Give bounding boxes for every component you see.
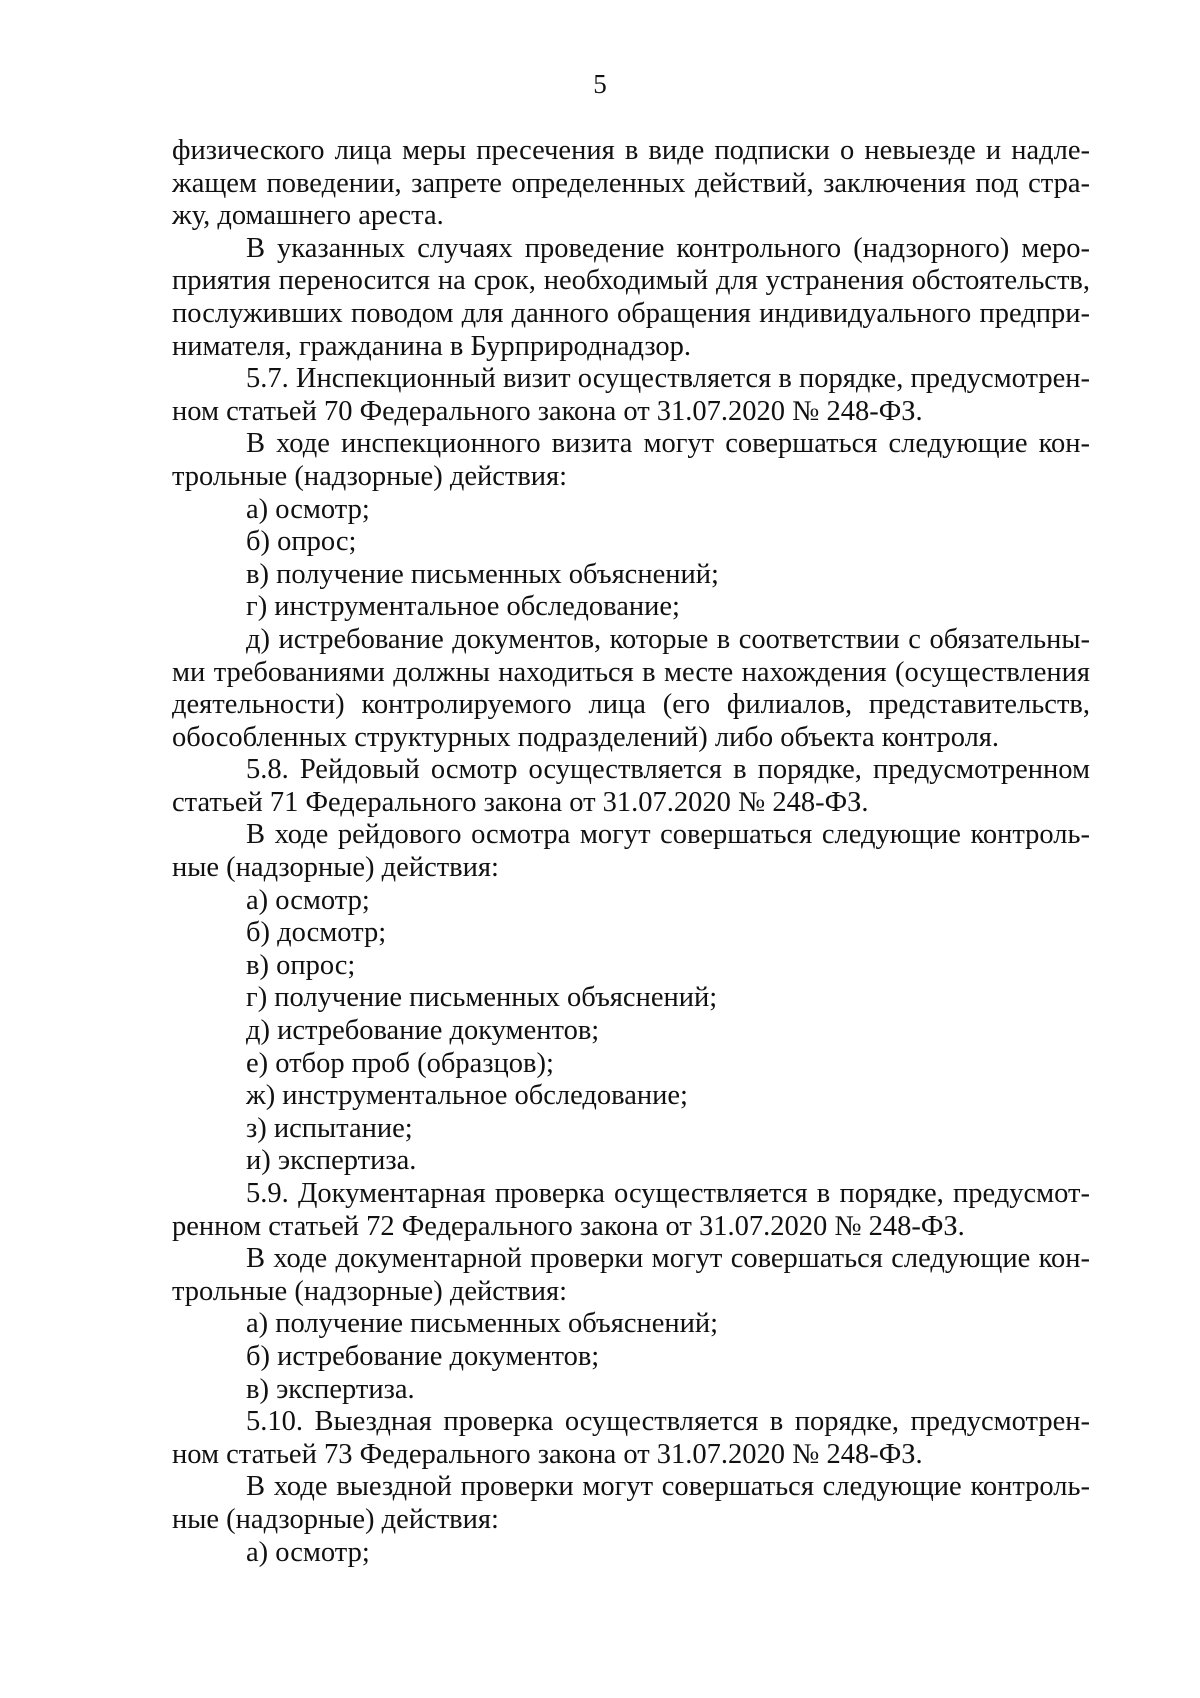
text-line: трольные (надзорные) действия: — [172, 1275, 568, 1307]
text-line: в) опрос; — [246, 949, 356, 981]
paragraph — [172, 428, 1090, 493]
text-line: ные (надзорные) действия: — [172, 852, 499, 884]
text-line: д) истребование документов, которые в соответствии с обязательны- — [246, 623, 1090, 655]
text-line: б) истребование документов; — [246, 1340, 600, 1372]
text-line: а) получение письменных объяснений; — [246, 1308, 719, 1340]
paragraph — [172, 526, 1090, 559]
page-number: 5 — [593, 69, 607, 99]
text-line: а) осмотр; — [246, 1536, 370, 1568]
text-line: 5.7. Инспекционный визит осуществляется в порядке, предусмотрен- — [246, 363, 1090, 395]
text-line: в) получение письменных объяснений; — [246, 558, 719, 590]
paragraph — [172, 1243, 1090, 1308]
text-line: ренном статьей 72 Федерального закона от 31.07.2020 № 248-ФЗ. — [172, 1210, 965, 1242]
paragraph — [172, 559, 1090, 592]
text-line: нимателя, гражданина в Бурприроднадзор. — [172, 330, 692, 362]
text-line: а) осмотр; — [246, 493, 370, 525]
text-line: В ходе инспекционного визита могут совершаться следующие кон- — [246, 428, 1090, 460]
paragraph — [172, 1341, 1090, 1374]
text-line: а) осмотр; — [246, 884, 370, 916]
text-line: приятия переносится на срок, необходимый для устранения обстоятельств, — [172, 265, 1090, 297]
text-line: г) получение письменных объяснений; — [246, 982, 718, 1014]
document-body — [172, 135, 1090, 1569]
text-line: В указанных случаях проведение контрольного (надзорного) меро- — [246, 232, 1090, 264]
text-line: ж) инструментальное обследование; — [246, 1080, 688, 1112]
paragraph — [172, 1145, 1090, 1178]
paragraph — [172, 1048, 1090, 1081]
paragraph — [172, 982, 1090, 1015]
paragraph — [172, 819, 1090, 884]
text-line: трольные (надзорные) действия: — [172, 460, 568, 492]
paragraph — [172, 233, 1090, 363]
text-line: з) испытание; — [246, 1112, 413, 1144]
text-line: в) экспертиза. — [246, 1373, 415, 1405]
paragraph — [172, 1015, 1090, 1048]
paragraph — [172, 494, 1090, 527]
text-line: ном статьей 70 Федерального закона от 31.07.2020 № 248-ФЗ. — [172, 395, 923, 427]
paragraph — [172, 363, 1090, 428]
paragraph — [172, 754, 1090, 819]
text-line: деятельности) контролируемого лица (его филиалов, представительств, — [172, 689, 1090, 721]
text-line: ном статьей 73 Федерального закона от 31.07.2020 № 248-ФЗ. — [172, 1438, 923, 1470]
text-line: В ходе рейдового осмотра могут совершаться следующие контроль- — [246, 819, 1090, 851]
paragraph — [172, 1537, 1090, 1570]
paragraph — [172, 917, 1090, 950]
text-line: В ходе выездной проверки могут совершаться следующие контроль- — [246, 1471, 1090, 1503]
text-line: и) экспертиза. — [246, 1145, 417, 1177]
text-line: 5.10. Выездная проверка осуществляется в порядке, предусмотрен- — [246, 1406, 1090, 1438]
text-line: обособленных структурных подразделений) либо объекта контроля. — [172, 721, 1000, 753]
text-line: физического лица меры пресечения в виде подписки о невыезде и надле- — [172, 135, 1090, 166]
paragraph — [172, 591, 1090, 624]
text-line: жащем поведении, запрете определенных действий, заключения под стра- — [172, 167, 1090, 199]
paragraph — [172, 885, 1090, 918]
paragraph — [172, 1374, 1090, 1407]
text-line: ные (надзорные) действия: — [172, 1503, 499, 1535]
paragraph — [172, 624, 1090, 754]
text-line: г) инструментальное обследование; — [246, 591, 680, 623]
paragraph — [172, 1178, 1090, 1243]
paragraph — [172, 1080, 1090, 1113]
text-line: ми требованиями должны находиться в месте нахождения (осуществления — [172, 656, 1090, 688]
text-line: е) отбор проб (образцов); — [246, 1047, 554, 1079]
text-line: 5.9. Документарная проверка осуществляется в порядке, предусмот- — [246, 1178, 1090, 1209]
text-line: В ходе документарной проверки могут совершаться следующие кон- — [246, 1243, 1090, 1275]
text-line: статьей 71 Федерального закона от 31.07.2020 № 248-ФЗ. — [172, 786, 869, 818]
text-line: б) досмотр; — [246, 917, 387, 949]
paragraph — [172, 1406, 1090, 1471]
text-line: жу, домашнего ареста. — [172, 200, 444, 232]
paragraph — [172, 1113, 1090, 1146]
text-line: 5.8. Рейдовый осмотр осуществляется в порядке, предусмотренном — [246, 754, 1090, 786]
paragraph — [172, 1471, 1090, 1536]
paragraph — [172, 135, 1090, 233]
paragraph — [172, 1308, 1090, 1341]
text-line: б) опрос; — [246, 526, 357, 558]
text-line: д) истребование документов; — [246, 1015, 600, 1047]
paragraph — [172, 950, 1090, 983]
text-line: послуживших поводом для данного обращения индивидуального предпри- — [172, 297, 1090, 329]
